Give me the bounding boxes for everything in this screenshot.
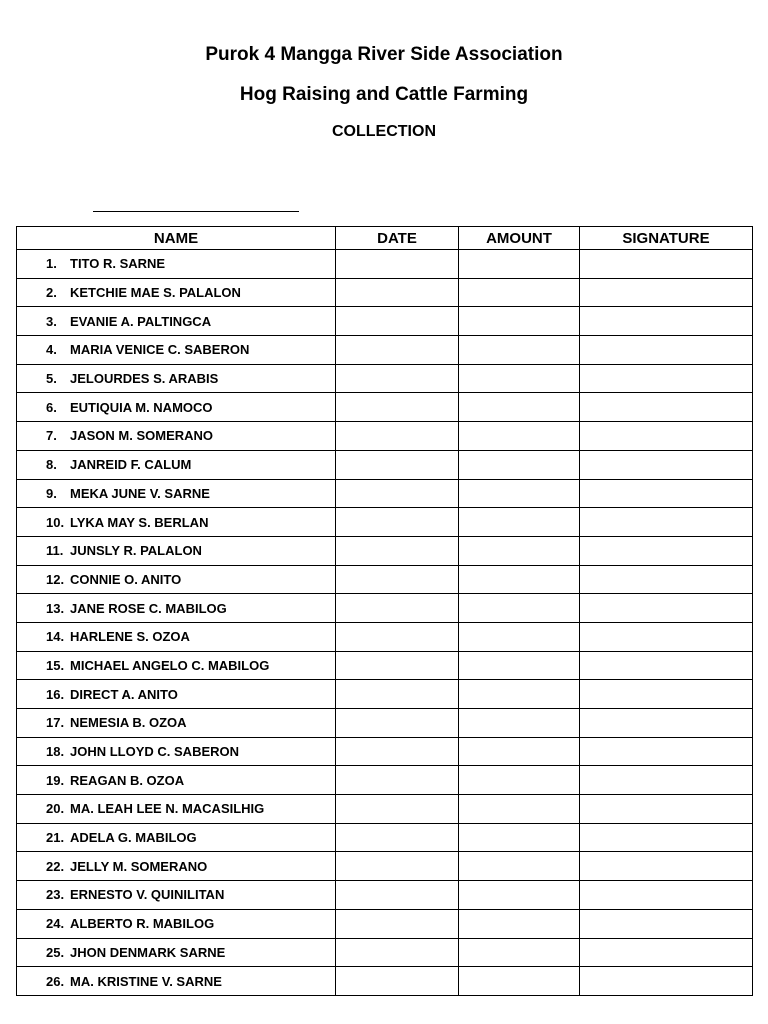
name-cell bbox=[17, 450, 336, 479]
table-row bbox=[17, 881, 753, 910]
amount-cell[interactable] bbox=[459, 881, 580, 910]
member-name: JUNSLY R. PALALON bbox=[70, 543, 202, 559]
row-number: 8. bbox=[46, 457, 57, 473]
signature-cell[interactable] bbox=[580, 622, 753, 651]
table-row bbox=[17, 364, 753, 393]
signature-cell[interactable] bbox=[580, 536, 753, 565]
row-number: 25. bbox=[46, 944, 65, 960]
name-cell bbox=[17, 622, 336, 651]
table-row bbox=[17, 852, 753, 881]
signature-cell[interactable] bbox=[580, 278, 753, 307]
header-signature: SIGNATURE bbox=[580, 227, 753, 250]
amount-cell[interactable] bbox=[459, 336, 580, 365]
date-cell[interactable] bbox=[336, 450, 459, 479]
date-cell[interactable] bbox=[336, 393, 459, 422]
member-name: KETCHIE MAE S. PALALON bbox=[70, 285, 241, 301]
amount-cell[interactable] bbox=[459, 852, 580, 881]
signature-cell[interactable] bbox=[580, 479, 753, 508]
amount-cell[interactable] bbox=[459, 536, 580, 565]
name-cell bbox=[17, 938, 336, 967]
table-row bbox=[17, 795, 753, 824]
name-cell bbox=[17, 852, 336, 881]
name-cell bbox=[17, 565, 336, 594]
name-cell bbox=[17, 823, 336, 852]
signature-cell[interactable] bbox=[580, 594, 753, 623]
date-cell[interactable] bbox=[336, 795, 459, 824]
table-row bbox=[17, 737, 753, 766]
header-amount: AMOUNT bbox=[459, 227, 580, 250]
amount-cell[interactable] bbox=[459, 709, 580, 738]
member-name: ERNESTO V. QUINILITAN bbox=[70, 887, 225, 903]
row-number: 14. bbox=[46, 629, 65, 645]
row-number: 17. bbox=[46, 715, 65, 731]
name-cell bbox=[17, 364, 336, 393]
member-name: EUTIQUIA M. NAMOCO bbox=[70, 399, 213, 415]
name-cell bbox=[17, 680, 336, 709]
signature-cell[interactable] bbox=[580, 938, 753, 967]
table-row bbox=[17, 823, 753, 852]
date-cell[interactable] bbox=[336, 823, 459, 852]
row-number: 24. bbox=[46, 916, 65, 932]
amount-cell[interactable] bbox=[459, 594, 580, 623]
table-row bbox=[17, 680, 753, 709]
signature-cell[interactable] bbox=[580, 967, 753, 996]
member-name: CONNIE O. ANITO bbox=[70, 571, 182, 587]
name-cell bbox=[17, 709, 336, 738]
name-cell bbox=[17, 250, 336, 279]
name-cell bbox=[17, 508, 336, 537]
date-cell[interactable] bbox=[336, 766, 459, 795]
table-row bbox=[17, 967, 753, 996]
table-row bbox=[17, 278, 753, 307]
amount-cell[interactable] bbox=[459, 622, 580, 651]
signature-cell[interactable] bbox=[580, 393, 753, 422]
amount-cell[interactable] bbox=[459, 422, 580, 451]
member-name: JHON DENMARK SARNE bbox=[70, 944, 226, 960]
name-cell bbox=[17, 909, 336, 938]
amount-cell[interactable] bbox=[459, 250, 580, 279]
signature-cell[interactable] bbox=[580, 737, 753, 766]
amount-cell[interactable] bbox=[459, 565, 580, 594]
member-name: JASON M. SOMERANO bbox=[70, 428, 214, 444]
date-cell[interactable] bbox=[336, 852, 459, 881]
table-row bbox=[17, 508, 753, 537]
table-row bbox=[17, 565, 753, 594]
amount-cell[interactable] bbox=[459, 823, 580, 852]
date-cell[interactable] bbox=[336, 651, 459, 680]
table-row bbox=[17, 336, 753, 365]
collection-table bbox=[16, 226, 753, 996]
member-name: LYKA MAY S. BERLAN bbox=[70, 514, 209, 530]
row-number: 23. bbox=[46, 887, 65, 903]
name-cell bbox=[17, 967, 336, 996]
name-cell bbox=[17, 881, 336, 910]
name-cell bbox=[17, 651, 336, 680]
date-cell[interactable] bbox=[336, 737, 459, 766]
date-cell[interactable] bbox=[336, 508, 459, 537]
table-row bbox=[17, 307, 753, 336]
date-cell[interactable] bbox=[336, 938, 459, 967]
signature-cell[interactable] bbox=[580, 651, 753, 680]
table-row bbox=[17, 709, 753, 738]
member-name: JOHN LLOYD C. SABERON bbox=[70, 744, 240, 760]
table-row bbox=[17, 651, 753, 680]
signature-cell[interactable] bbox=[580, 250, 753, 279]
table-row bbox=[17, 766, 753, 795]
date-cell[interactable] bbox=[336, 307, 459, 336]
row-number: 21. bbox=[46, 830, 65, 846]
amount-cell[interactable] bbox=[459, 737, 580, 766]
member-name: JELOURDES S. ARABIS bbox=[70, 371, 219, 387]
signature-cell[interactable] bbox=[580, 336, 753, 365]
name-cell bbox=[17, 594, 336, 623]
header-date: DATE bbox=[336, 227, 459, 250]
signature-cell[interactable] bbox=[580, 680, 753, 709]
row-number: 19. bbox=[46, 772, 65, 788]
date-cell[interactable] bbox=[336, 479, 459, 508]
table-row bbox=[17, 909, 753, 938]
member-name: JELLY M. SOMERANO bbox=[70, 858, 208, 874]
date-cell[interactable] bbox=[336, 364, 459, 393]
row-number: 2. bbox=[46, 285, 57, 301]
row-number: 26. bbox=[46, 973, 65, 989]
member-name: MA. LEAH LEE N. MACASILHIG bbox=[70, 801, 265, 817]
table-row bbox=[17, 250, 753, 279]
row-number: 7. bbox=[46, 428, 57, 444]
row-number: 20. bbox=[46, 801, 65, 817]
amount-cell[interactable] bbox=[459, 909, 580, 938]
row-number: 10. bbox=[46, 514, 65, 530]
header-name: NAME bbox=[17, 227, 336, 250]
member-name: JANREID F. CALUM bbox=[70, 457, 192, 473]
row-number: 4. bbox=[46, 342, 57, 358]
amount-cell[interactable] bbox=[459, 680, 580, 709]
row-number: 9. bbox=[46, 485, 57, 501]
amount-cell[interactable] bbox=[459, 307, 580, 336]
date-cell[interactable] bbox=[336, 967, 459, 996]
member-name: JANE ROSE C. MABILOG bbox=[70, 600, 227, 616]
member-name: NEMESIA B. OZOA bbox=[70, 715, 187, 731]
name-cell bbox=[17, 737, 336, 766]
signature-cell[interactable] bbox=[580, 364, 753, 393]
member-name: TITO R. SARNE bbox=[70, 256, 166, 272]
amount-cell[interactable] bbox=[459, 393, 580, 422]
amount-cell[interactable] bbox=[459, 766, 580, 795]
signature-cell[interactable] bbox=[580, 852, 753, 881]
signature-cell[interactable] bbox=[580, 508, 753, 537]
member-name: REAGAN B. OZOA bbox=[70, 772, 185, 788]
row-number: 1. bbox=[46, 256, 57, 272]
date-cell[interactable] bbox=[336, 909, 459, 938]
signature-cell[interactable] bbox=[580, 307, 753, 336]
signature-cell[interactable] bbox=[580, 766, 753, 795]
member-name: MA. KRISTINE V. SARNE bbox=[70, 973, 222, 989]
table-row bbox=[17, 422, 753, 451]
date-cell[interactable] bbox=[336, 881, 459, 910]
name-cell bbox=[17, 795, 336, 824]
signature-cell[interactable] bbox=[580, 909, 753, 938]
row-number: 11. bbox=[46, 543, 64, 559]
amount-cell[interactable] bbox=[459, 364, 580, 393]
name-cell bbox=[17, 336, 336, 365]
date-cell[interactable] bbox=[336, 536, 459, 565]
table-row bbox=[17, 393, 753, 422]
date-cell[interactable] bbox=[336, 565, 459, 594]
table-row bbox=[17, 622, 753, 651]
row-number: 5. bbox=[46, 371, 57, 387]
date-cell[interactable] bbox=[336, 422, 459, 451]
row-number: 16. bbox=[46, 686, 65, 702]
date-cell[interactable] bbox=[336, 278, 459, 307]
name-cell bbox=[17, 307, 336, 336]
name-cell bbox=[17, 422, 336, 451]
row-number: 3. bbox=[46, 313, 57, 329]
table-row bbox=[17, 938, 753, 967]
table-row bbox=[17, 479, 753, 508]
table-body bbox=[17, 250, 753, 996]
table-row bbox=[17, 594, 753, 623]
document-heading: COLLECTION bbox=[332, 123, 436, 140]
signature-cell[interactable] bbox=[580, 450, 753, 479]
signature-cell[interactable] bbox=[580, 881, 753, 910]
signature-cell[interactable] bbox=[580, 565, 753, 594]
amount-cell[interactable] bbox=[459, 278, 580, 307]
date-cell[interactable] bbox=[336, 336, 459, 365]
document-title: Purok 4 Mangga River Side Association bbox=[205, 44, 563, 65]
member-name: MEKA JUNE V. SARNE bbox=[70, 485, 210, 501]
row-number: 6. bbox=[46, 399, 57, 415]
name-cell bbox=[17, 393, 336, 422]
amount-cell[interactable] bbox=[459, 450, 580, 479]
amount-cell[interactable] bbox=[459, 651, 580, 680]
amount-cell[interactable] bbox=[459, 967, 580, 996]
date-cell[interactable] bbox=[336, 709, 459, 738]
name-cell bbox=[17, 766, 336, 795]
date-cell[interactable] bbox=[336, 680, 459, 709]
table-row bbox=[17, 536, 753, 565]
date-cell[interactable] bbox=[336, 622, 459, 651]
date-cell[interactable] bbox=[336, 250, 459, 279]
member-name: MARIA VENICE C. SABERON bbox=[70, 342, 250, 358]
member-name: EVANIE A. PALTINGCA bbox=[70, 313, 212, 329]
amount-cell[interactable] bbox=[459, 479, 580, 508]
member-name: DIRECT A. ANITO bbox=[70, 686, 178, 702]
name-cell bbox=[17, 278, 336, 307]
document-subtitle: Hog Raising and Cattle Farming bbox=[239, 84, 529, 105]
row-number: 22. bbox=[46, 858, 65, 874]
signature-cell[interactable] bbox=[580, 709, 753, 738]
signature-cell[interactable] bbox=[580, 422, 753, 451]
member-name: HARLENE S. OZOA bbox=[70, 629, 190, 645]
name-cell bbox=[17, 536, 336, 565]
date-cell[interactable] bbox=[336, 594, 459, 623]
table-row bbox=[17, 450, 753, 479]
amount-cell[interactable] bbox=[459, 795, 580, 824]
blank-fill-line bbox=[93, 197, 299, 212]
name-cell bbox=[17, 479, 336, 508]
member-name: ADELA G. MABILOG bbox=[70, 830, 197, 846]
signature-cell[interactable] bbox=[580, 795, 753, 824]
table-header-row bbox=[17, 227, 753, 250]
signature-cell[interactable] bbox=[580, 823, 753, 852]
row-number: 12. bbox=[46, 571, 65, 587]
row-number: 13. bbox=[46, 600, 65, 616]
amount-cell[interactable] bbox=[459, 508, 580, 537]
member-name: MICHAEL ANGELO C. MABILOG bbox=[70, 657, 270, 673]
member-name: ALBERTO R. MABILOG bbox=[70, 916, 215, 932]
amount-cell[interactable] bbox=[459, 938, 580, 967]
row-number: 18. bbox=[46, 744, 65, 760]
row-number: 15. bbox=[46, 657, 65, 673]
